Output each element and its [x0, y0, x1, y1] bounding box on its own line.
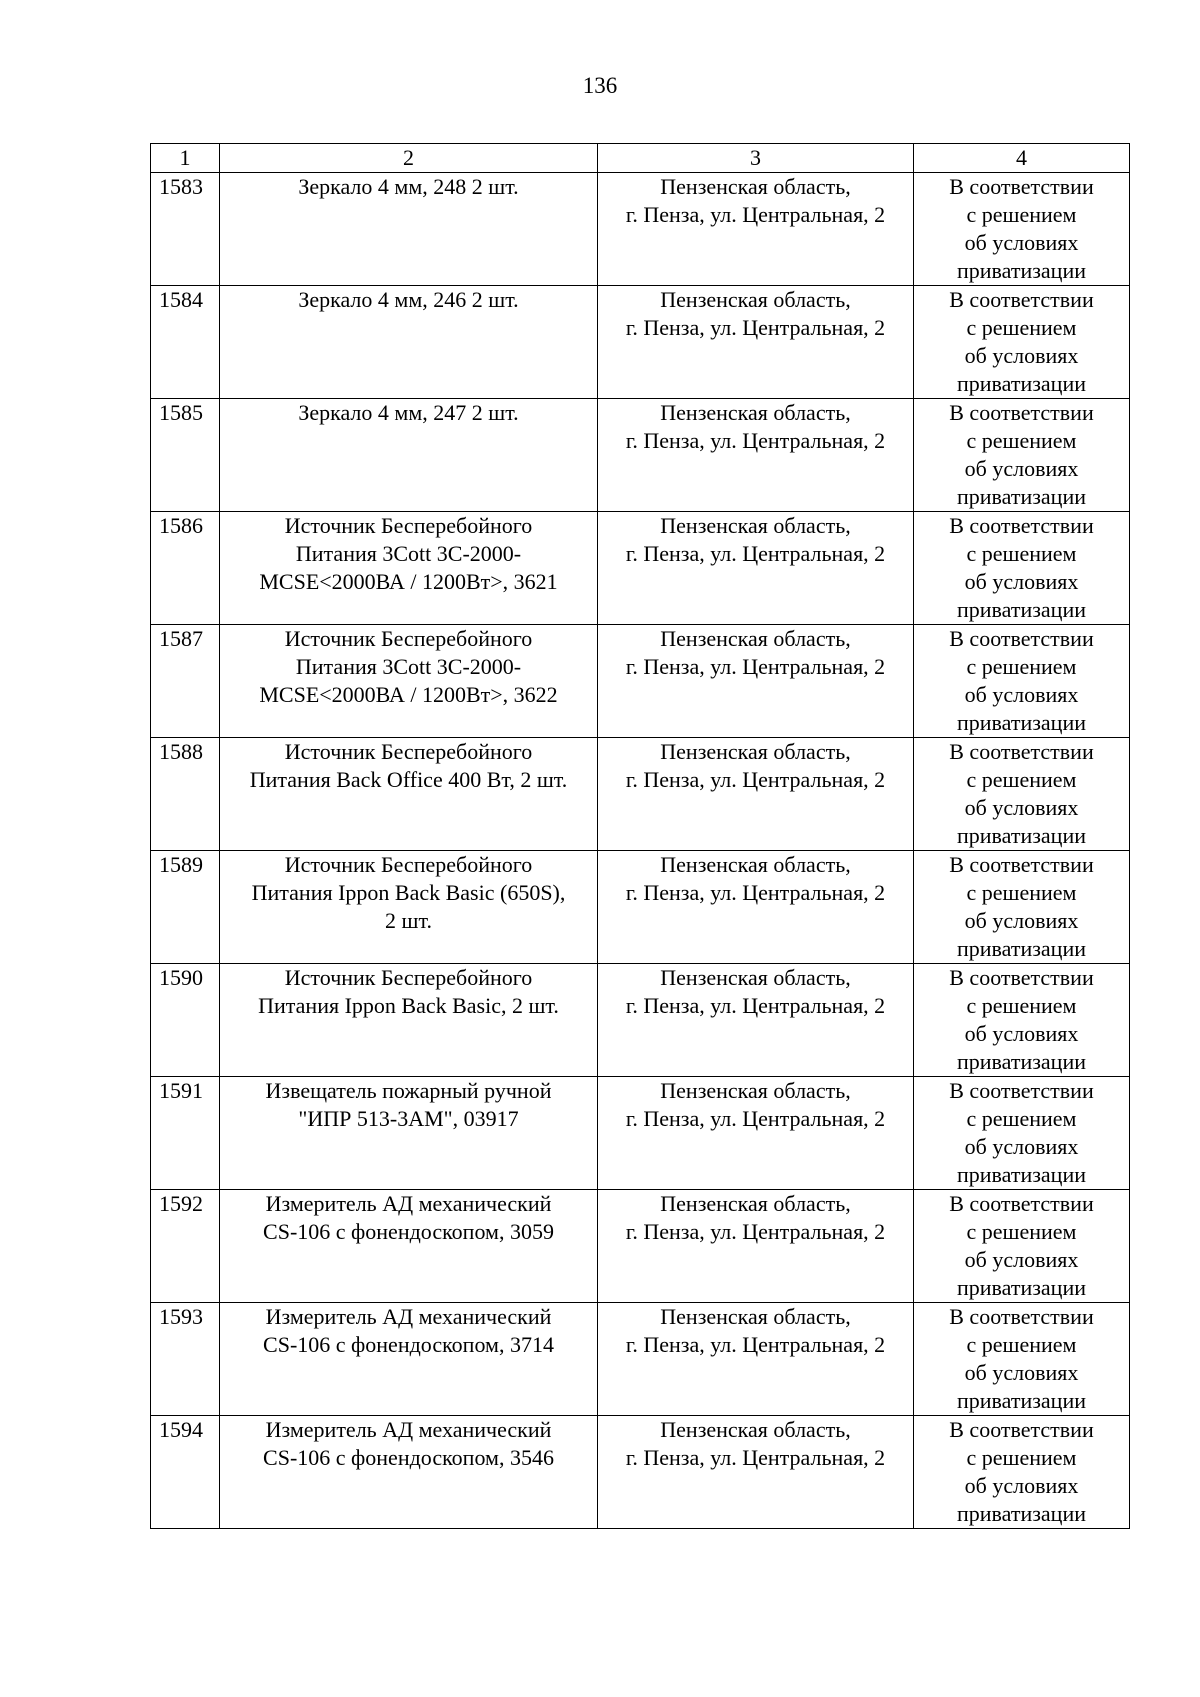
cell-basis-line: приватизации	[956, 1275, 1086, 1300]
cell-item-name	[220, 173, 598, 286]
cell-address-line: г. Пенза, ул. Центральная, 2	[625, 315, 886, 340]
cell-address-line: г. Пенза, ул. Центральная, 2	[625, 1219, 886, 1244]
cell-basis-line: об условиях	[964, 230, 1079, 255]
cell-address-line: г. Пенза, ул. Центральная, 2	[625, 880, 886, 905]
cell-address	[598, 1077, 914, 1190]
cell-basis	[914, 512, 1130, 625]
column-header-name: 2	[220, 144, 598, 173]
cell-basis	[914, 1077, 1130, 1190]
cell-address-line: г. Пенза, ул. Центральная, 2	[625, 202, 886, 227]
cell-basis-line: с решением	[966, 202, 1077, 227]
cell-number: 1587	[151, 625, 220, 738]
cell-basis-line: с решением	[966, 315, 1077, 340]
cell-address-line: Пензенская область,	[660, 513, 851, 538]
cell-item-name-line: Источник Бесперебойного	[284, 852, 533, 877]
cell-basis	[914, 625, 1130, 738]
cell-basis-line: об условиях	[964, 682, 1079, 707]
inventory-table	[150, 143, 1130, 1529]
table-row	[151, 399, 1130, 512]
cell-basis-line: В соответствии	[949, 739, 1094, 764]
cell-address-line: г. Пенза, ул. Центральная, 2	[625, 1445, 886, 1470]
cell-basis-line: В соответствии	[949, 852, 1094, 877]
cell-basis-line: В соответствии	[949, 513, 1094, 538]
cell-basis-line: с решением	[966, 767, 1077, 792]
table-header	[151, 144, 1130, 173]
cell-basis-line: с решением	[966, 541, 1077, 566]
cell-address-line: Пензенская область,	[660, 626, 851, 651]
column-header-address: 3	[598, 144, 914, 173]
table-row	[151, 173, 1130, 286]
cell-basis	[914, 1303, 1130, 1416]
cell-item-name-line: Питания Back Office 400 Вт, 2 шт.	[249, 767, 568, 792]
cell-item-name	[220, 1190, 598, 1303]
cell-basis-line: с решением	[966, 993, 1077, 1018]
cell-number: 1583	[151, 173, 220, 286]
cell-basis-line: В соответствии	[949, 1304, 1094, 1329]
cell-basis-line: с решением	[966, 880, 1077, 905]
cell-item-name	[220, 286, 598, 399]
cell-address-line: Пензенская область,	[660, 852, 851, 877]
cell-basis-line: приватизации	[956, 1049, 1086, 1074]
cell-item-name	[220, 625, 598, 738]
cell-item-name-line: Измеритель АД механический	[265, 1304, 552, 1329]
cell-address-line: Пензенская область,	[660, 1078, 851, 1103]
cell-number: 1591	[151, 1077, 220, 1190]
cell-item-name-line: Питания 3Cott 3C-2000-	[295, 541, 522, 566]
cell-address-line: г. Пенза, ул. Центральная, 2	[625, 541, 886, 566]
cell-item-name-line: Питания Ippon Back Basic (650S),	[251, 880, 566, 905]
cell-basis-line: В соответствии	[949, 965, 1094, 990]
cell-basis-line: с решением	[966, 1106, 1077, 1131]
cell-number: 1586	[151, 512, 220, 625]
cell-address	[598, 1416, 914, 1529]
cell-item-name-line: 2 шт.	[385, 908, 432, 933]
cell-address-line: Пензенская область,	[660, 400, 851, 425]
cell-item-name-line: Источник Бесперебойного	[284, 739, 533, 764]
table-row	[151, 738, 1130, 851]
cell-address-line: г. Пенза, ул. Центральная, 2	[625, 1106, 886, 1131]
table-row	[151, 286, 1130, 399]
cell-item-name-line: Зеркало 4 мм, 247 2 шт.	[298, 400, 519, 425]
cell-basis	[914, 1416, 1130, 1529]
cell-basis-line: приватизации	[956, 823, 1086, 848]
cell-item-name	[220, 512, 598, 625]
cell-basis-line: В соответствии	[949, 287, 1094, 312]
cell-number: 1589	[151, 851, 220, 964]
cell-basis-line: с решением	[966, 1445, 1077, 1470]
cell-address-line: г. Пенза, ул. Центральная, 2	[625, 428, 886, 453]
cell-address-line: Пензенская область,	[660, 1417, 851, 1442]
cell-basis-line: с решением	[966, 654, 1077, 679]
cell-item-name	[220, 1303, 598, 1416]
cell-basis-line: об условиях	[964, 1247, 1079, 1272]
cell-basis-line: с решением	[966, 1219, 1077, 1244]
cell-basis-line: приватизации	[956, 258, 1086, 283]
table-row	[151, 1190, 1130, 1303]
cell-basis-line: В соответствии	[949, 400, 1094, 425]
cell-address	[598, 399, 914, 512]
cell-basis-line: с решением	[966, 428, 1077, 453]
cell-address	[598, 964, 914, 1077]
cell-basis-line: приватизации	[956, 1388, 1086, 1413]
cell-address	[598, 625, 914, 738]
table-row	[151, 964, 1130, 1077]
cell-basis-line: об условиях	[964, 343, 1079, 368]
cell-address	[598, 1190, 914, 1303]
cell-basis-line: об условиях	[964, 1473, 1079, 1498]
cell-item-name-line: Извещатель пожарный ручной	[265, 1078, 552, 1103]
cell-address	[598, 738, 914, 851]
cell-basis-line: приватизации	[956, 371, 1086, 396]
cell-number: 1584	[151, 286, 220, 399]
cell-item-name-line: MCSE<2000ВА / 1200Вт>, 3622	[259, 682, 558, 707]
table-row	[151, 512, 1130, 625]
cell-item-name-line: Питания Ippon Back Basic, 2 шт.	[258, 993, 559, 1018]
table-row	[151, 1303, 1130, 1416]
cell-basis-line: В соответствии	[949, 626, 1094, 651]
cell-basis-line: приватизации	[956, 597, 1086, 622]
cell-basis-line: об условиях	[964, 795, 1079, 820]
cell-number: 1594	[151, 1416, 220, 1529]
cell-basis-line: В соответствии	[949, 1191, 1094, 1216]
cell-number: 1593	[151, 1303, 220, 1416]
cell-basis	[914, 738, 1130, 851]
cell-address-line: г. Пенза, ул. Центральная, 2	[625, 993, 886, 1018]
table-row	[151, 851, 1130, 964]
cell-basis	[914, 964, 1130, 1077]
cell-basis	[914, 1190, 1130, 1303]
table-row	[151, 1077, 1130, 1190]
cell-address	[598, 851, 914, 964]
cell-basis	[914, 173, 1130, 286]
table-body	[151, 173, 1130, 1529]
cell-address	[598, 173, 914, 286]
cell-basis-line: об условиях	[964, 1134, 1079, 1159]
cell-address-line: г. Пенза, ул. Центральная, 2	[625, 654, 886, 679]
header-row	[151, 144, 1130, 173]
cell-basis-line: приватизации	[956, 1162, 1086, 1187]
cell-address-line: Пензенская область,	[660, 739, 851, 764]
cell-basis-line: приватизации	[956, 710, 1086, 735]
cell-basis-line: об условиях	[964, 1021, 1079, 1046]
cell-item-name-line: Источник Бесперебойного	[284, 626, 533, 651]
cell-item-name-line: CS-106 с фонендоскопом, 3059	[263, 1219, 554, 1244]
cell-address	[598, 286, 914, 399]
cell-address-line: Пензенская область,	[660, 1191, 851, 1216]
cell-basis-line: приватизации	[956, 1501, 1086, 1526]
table-row	[151, 1416, 1130, 1529]
cell-item-name-line: Зеркало 4 мм, 246 2 шт.	[298, 287, 519, 312]
cell-basis-line: приватизации	[956, 936, 1086, 961]
cell-item-name	[220, 1077, 598, 1190]
table-row	[151, 625, 1130, 738]
cell-item-name-line: Измеритель АД механический	[265, 1191, 552, 1216]
cell-number: 1590	[151, 964, 220, 1077]
cell-basis-line: об условиях	[964, 908, 1079, 933]
column-header-number: 1	[151, 144, 220, 173]
cell-address-line: Пензенская область,	[660, 174, 851, 199]
cell-item-name	[220, 1416, 598, 1529]
cell-item-name	[220, 738, 598, 851]
cell-basis	[914, 851, 1130, 964]
cell-item-name-line: Источник Бесперебойного	[284, 965, 533, 990]
cell-basis-line: В соответствии	[949, 1078, 1094, 1103]
cell-basis-line: В соответствии	[949, 1417, 1094, 1442]
cell-address-line: г. Пенза, ул. Центральная, 2	[625, 1332, 886, 1357]
cell-item-name-line: Измеритель АД механический	[265, 1417, 552, 1442]
cell-number: 1592	[151, 1190, 220, 1303]
cell-item-name	[220, 399, 598, 512]
cell-item-name-line: Зеркало 4 мм, 248 2 шт.	[298, 174, 519, 199]
cell-item-name-line: Питания 3Cott 3C-2000-	[295, 654, 522, 679]
cell-item-name	[220, 964, 598, 1077]
column-header-basis: 4	[914, 144, 1130, 173]
cell-basis-line: об условиях	[964, 456, 1079, 481]
cell-basis-line: с решением	[966, 1332, 1077, 1357]
cell-basis-line: об условиях	[964, 1360, 1079, 1385]
cell-number: 1585	[151, 399, 220, 512]
cell-item-name-line: CS-106 с фонендоскопом, 3546	[263, 1445, 554, 1470]
cell-item-name-line: Источник Бесперебойного	[284, 513, 533, 538]
cell-item-name-line: CS-106 с фонендоскопом, 3714	[263, 1332, 554, 1357]
cell-address	[598, 1303, 914, 1416]
cell-basis	[914, 399, 1130, 512]
cell-number: 1588	[151, 738, 220, 851]
cell-address	[598, 512, 914, 625]
cell-basis-line: об условиях	[964, 569, 1079, 594]
cell-address-line: Пензенская область,	[660, 1304, 851, 1329]
cell-address-line: Пензенская область,	[660, 287, 851, 312]
cell-basis	[914, 286, 1130, 399]
cell-basis-line: В соответствии	[949, 174, 1094, 199]
cell-item-name-line: MCSE<2000ВА / 1200Вт>, 3621	[259, 569, 558, 594]
page-number: 136	[582, 73, 618, 98]
cell-item-name	[220, 851, 598, 964]
cell-basis-line: приватизации	[956, 484, 1086, 509]
cell-address-line: Пензенская область,	[660, 965, 851, 990]
cell-address-line: г. Пенза, ул. Центральная, 2	[625, 767, 886, 792]
cell-item-name-line: "ИПР 513-3АМ", 03917	[298, 1106, 519, 1131]
